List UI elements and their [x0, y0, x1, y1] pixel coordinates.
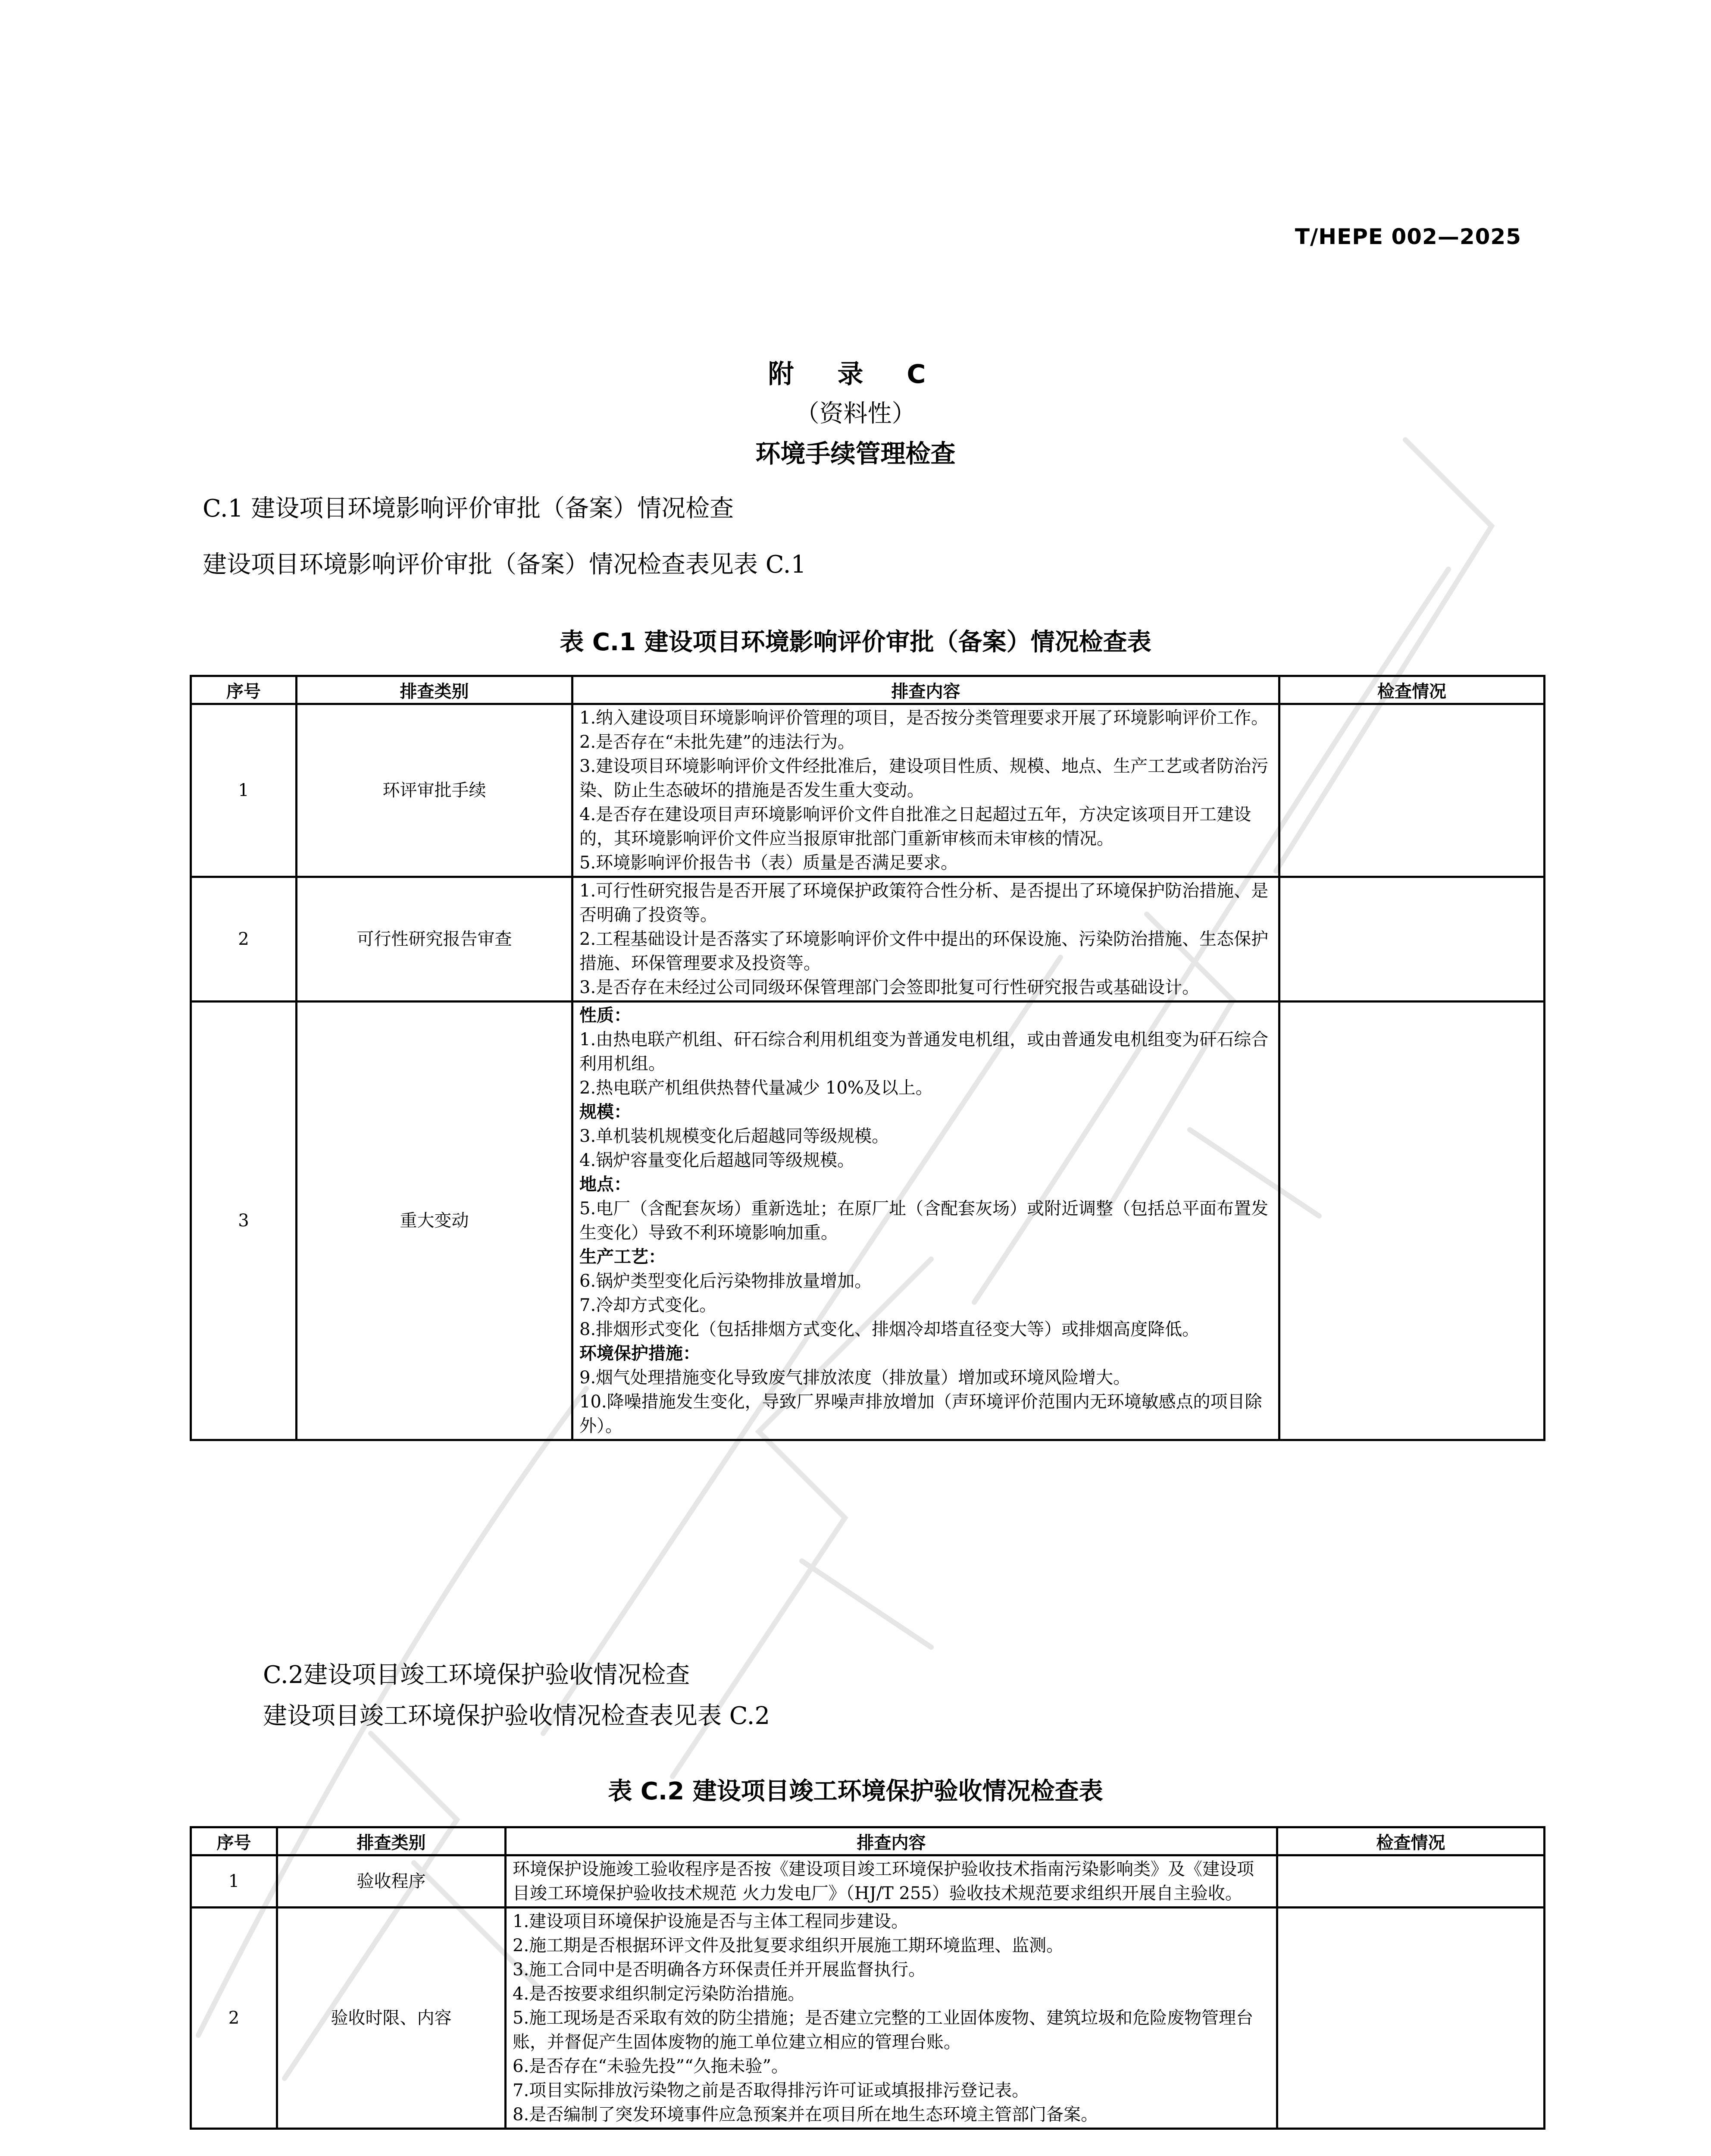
- content-item: 7.项目实际排放污染物之前是否取得排污许可证或填报排污登记表。: [513, 2081, 1029, 2100]
- content-item: 5.环境影响评价报告书（表）质量是否满足要求。: [579, 853, 958, 873]
- content-item: 10.降噪措施发生变化，导致厂界噪声排放增加（声环境评价范围内无环境敏感点的项目除外）。: [579, 1392, 1262, 1436]
- table-row: [191, 877, 1545, 1002]
- row-category: 重大变动: [297, 1002, 572, 1440]
- header-cell: 排查类别: [297, 676, 572, 704]
- content-item: 1.可行性研究报告是否开展了环境保护政策符合性分析、是否提出了环境保护防治措施、是否明确了投资等。: [579, 881, 1269, 925]
- content-item: 2.工程基础设计是否落实了环境影响评价文件中提出的环保设施、污染防治措施、生态保护措施、环保管理要求及投资等。: [579, 929, 1269, 973]
- header-cell: 检查情况: [1277, 1827, 1545, 1855]
- appendix-name: 环境手续管理检查: [755, 439, 956, 468]
- content-item: 3.单机装机规模变化后超越同等级规模。: [579, 1126, 889, 1146]
- content-item: 5.电厂（含配套灰场）重新选址；在原厂址（含配套灰场）或附近调整（包括总平面布置发生变化）导致不利环境影响加重。: [579, 1199, 1269, 1243]
- table-row: [191, 1855, 1545, 1908]
- row-check-result: [1277, 1908, 1545, 2129]
- row-category: 验收时限、内容: [277, 1908, 506, 2129]
- content-item: 9.烟气处理措施变化导致废气排放浓度（排放量）增加或环境风险增大。: [579, 1368, 1131, 1388]
- table-c2: [190, 1826, 1545, 2130]
- row-content: [572, 1002, 1279, 1440]
- row-category: 可行性研究报告审查: [297, 877, 572, 1002]
- content-item: 3.是否存在未经过公司同级环保管理部门会签即批复可行性研究报告或基础设计。: [579, 978, 1200, 997]
- content-item: 1.建设项目环境保护设施是否与主体工程同步建设。: [513, 1912, 909, 1931]
- section-c1-intro: 建设项目环境影响评价审批（备案）情况检查表见表 C.1: [203, 551, 807, 579]
- row-check-result: [1279, 877, 1545, 1002]
- content-item: 1.纳入建设项目环境影响评价管理的项目，是否按分类管理要求开展了环境影响评价工作。: [579, 708, 1269, 728]
- content-item: 4.是否按要求组织制定污染防治措施。: [513, 1984, 805, 2004]
- header-cell: 序号: [191, 1827, 277, 1855]
- header-cell: 序号: [191, 676, 297, 704]
- header-cell: 排查内容: [572, 676, 1279, 704]
- appendix-nature: （资料性）: [795, 400, 916, 428]
- content-item: 8.排烟形式变化（包括排烟方式变化、排烟冷却塔直径变大等）或排烟高度降低。: [579, 1319, 1200, 1339]
- content-item: 8.是否编制了突发环境事件应急预案并在项目所在地生态环境主管部门备案。: [513, 2105, 1098, 2125]
- row-number: 2: [191, 877, 297, 1002]
- row-number: 3: [191, 1002, 297, 1440]
- content-item: 4.是否存在建设项目声环境影响评价文件自批准之日起超过五年，方决定该项目开工建设的，其环境影响评价文件应当报原审批部门重新审核而未审核的情况。: [579, 805, 1251, 849]
- table-row: [191, 1908, 1545, 2129]
- table-c2-caption: 表 C.2 建设项目竣工环境保护验收情况检查表: [608, 1777, 1103, 1805]
- section-c1-heading: C.1 建设项目环境影响评价审批（备案）情况检查: [203, 495, 734, 523]
- row-category: 环评审批手续: [297, 704, 572, 877]
- content-item: 6.锅炉类型变化后污染物排放量增加。: [579, 1271, 872, 1291]
- row-category: 验收程序: [277, 1855, 506, 1908]
- content-subheading: 性质：: [579, 1005, 631, 1025]
- content-item: 环境保护设施竣工验收程序是否按《建设项目竣工环境保护验收技术指南污染影响类》及《建设项目竣工环境保护验收技术规范 火力发电厂》（HJ/T 255）验收技术规范要求组织开展自主验收。: [513, 1859, 1254, 1903]
- content-subheading: 地点：: [579, 1174, 631, 1194]
- row-check-result: [1279, 704, 1545, 877]
- content-item: 2.施工期是否根据环评文件及批复要求组织开展施工期环境监理、监测。: [513, 1936, 1064, 1955]
- table-header-row: [191, 1827, 1545, 1855]
- content-subheading: 生产工艺：: [579, 1247, 666, 1267]
- row-content: [572, 704, 1279, 877]
- table-row: [191, 704, 1545, 877]
- content-item: 2.是否存在“未批先建”的违法行为。: [579, 732, 855, 752]
- row-content: [506, 1908, 1277, 2129]
- table-c1: [190, 675, 1545, 1441]
- table-row: [191, 1002, 1545, 1440]
- row-number: 1: [191, 704, 297, 877]
- section-c2-intro: 建设项目竣工环境保护验收情况检查表见表 C.2: [263, 1702, 770, 1730]
- content-item: 3.建设项目环境影响评价文件经批准后，建设项目性质、规模、地点、生产工艺或者防治污染、防止生态破坏的措施是否发生重大变动。: [579, 756, 1269, 800]
- row-check-result: [1279, 1002, 1545, 1440]
- row-check-result: [1277, 1855, 1545, 1908]
- header-cell: 排查内容: [506, 1827, 1277, 1855]
- row-number: 1: [191, 1855, 277, 1908]
- content-item: 5.施工现场是否采取有效的防尘措施；是否建立完整的工业固体废物、建筑垃圾和危险废物管理台账，并督促产生固体废物的施工单位建立相应的管理台账。: [513, 2008, 1254, 2052]
- section-c2-heading: C.2建设项目竣工环境保护验收情况检查: [263, 1661, 690, 1689]
- row-content: [572, 877, 1279, 1002]
- content-subheading: 环境保护措施：: [579, 1343, 700, 1363]
- row-number: 2: [191, 1908, 277, 2129]
- table-header-row: [191, 676, 1545, 704]
- document-number: T/HEPE 002—2025: [1295, 224, 1521, 249]
- header-cell: 检查情况: [1279, 676, 1545, 704]
- header-cell: 排查类别: [277, 1827, 506, 1855]
- content-item: 7.冷却方式变化。: [579, 1295, 717, 1315]
- content-item: 1.由热电联产机组、矸石综合利用机组变为普通发电机组，或由普通发电机组变为矸石综合利用机组。: [579, 1030, 1269, 1074]
- content-item: 4.锅炉容量变化后超越同等级规模。: [579, 1150, 855, 1170]
- content-item: 3.施工合同中是否明确各方环保责任并开展监督执行。: [513, 1960, 926, 1980]
- content-subheading: 规模：: [579, 1102, 631, 1122]
- content-item: 6.是否存在“未验先投”“久拖未验”。: [513, 2056, 788, 2076]
- appendix-title: 附 录 C: [768, 359, 943, 389]
- content-item: 2.热电联产机组供热替代量减少 10%及以上。: [579, 1078, 933, 1098]
- table-c1-caption: 表 C.1 建设项目环境影响评价审批（备案）情况检查表: [560, 628, 1151, 656]
- row-content: [506, 1855, 1277, 1908]
